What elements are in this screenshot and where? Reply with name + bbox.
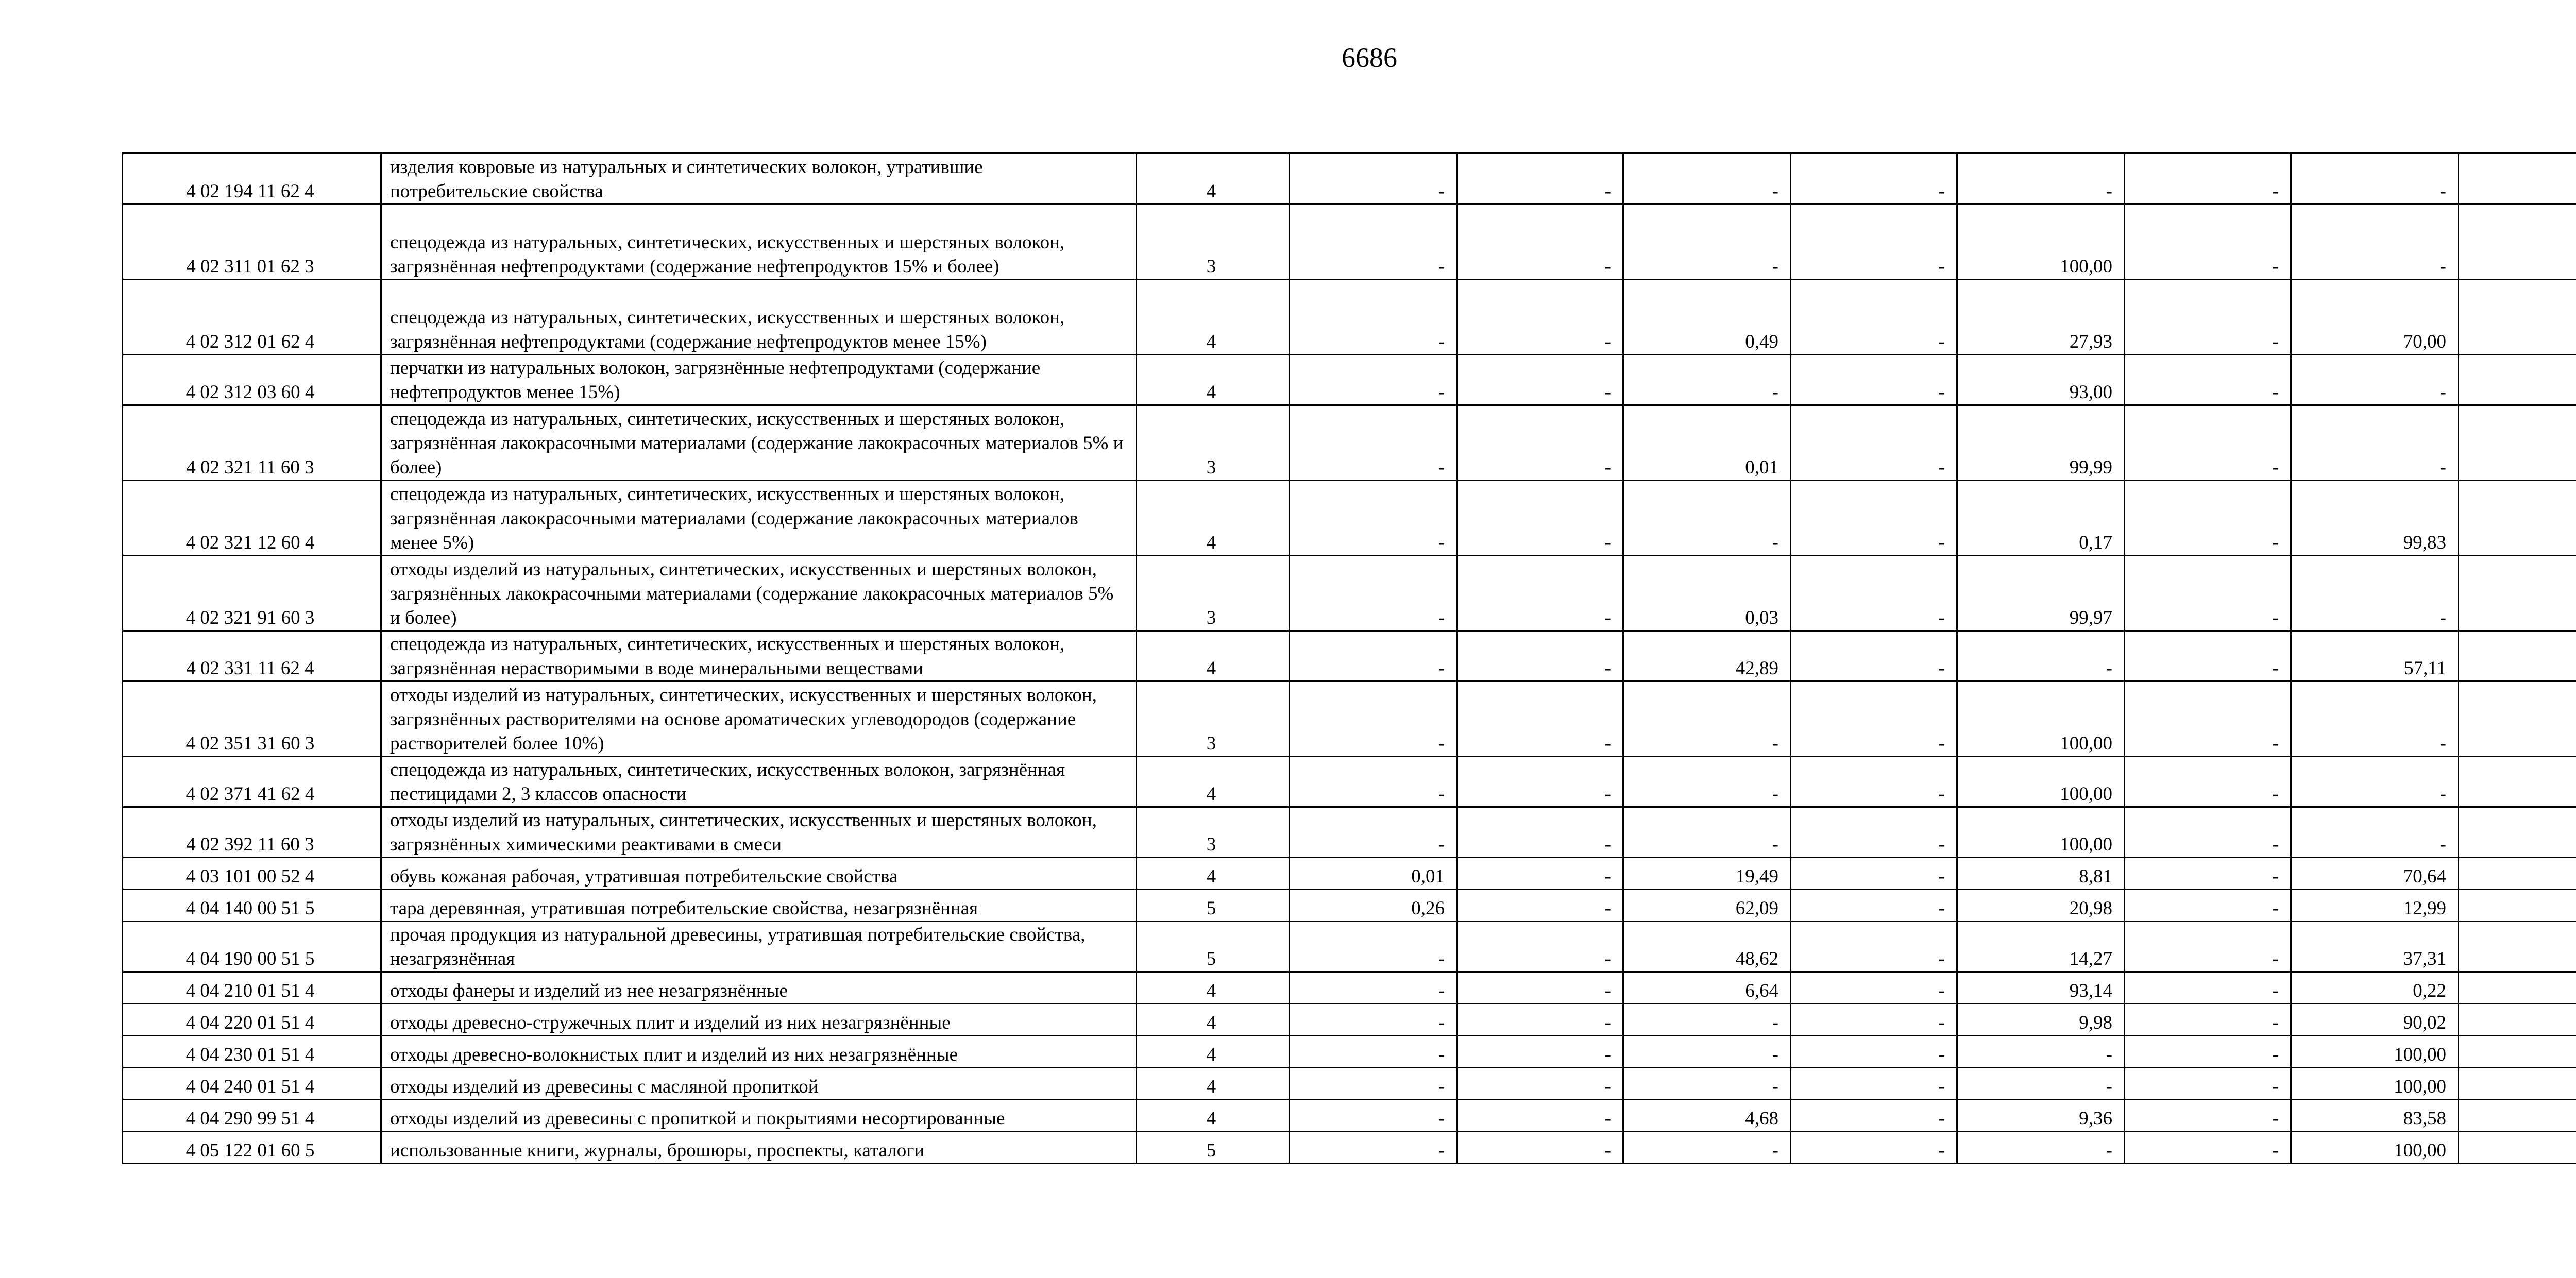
waste-name-cell: отходы древесно-волокнистых плит и изделий из них незагрязнённые	[381, 1036, 1137, 1068]
waste-name-cell: изделия ковровые из натуральных и синтетических волокон, утратившие потребительские свойства	[381, 154, 1137, 205]
value-cell: -	[1791, 1068, 1957, 1100]
waste-table	[122, 152, 2576, 1164]
value-cell: -	[2125, 481, 2291, 556]
value-cell: 6,64	[1623, 972, 1791, 1004]
value-cell	[2459, 757, 2576, 807]
value-cell: 12,99	[2291, 890, 2459, 922]
value-cell: -	[1791, 481, 1957, 556]
value-cell: -	[1290, 556, 1457, 631]
value-cell: -	[1791, 631, 1957, 681]
table-row	[123, 807, 2576, 858]
value-cell	[2459, 1132, 2576, 1164]
value-cell: -	[2291, 681, 2459, 757]
value-cell: 48,62	[1623, 922, 1791, 972]
waste-code-cell: 4 02 351 31 60 3	[123, 681, 381, 757]
hazard-class-cell: 4	[1137, 1036, 1290, 1068]
value-cell: -	[1623, 1036, 1791, 1068]
value-cell: 27,93	[1957, 280, 2125, 355]
value-cell: 19,49	[1623, 858, 1791, 890]
value-cell: -	[1457, 154, 1623, 205]
waste-name-cell: обувь кожаная рабочая, утратившая потребительские свойства	[381, 858, 1137, 890]
value-cell: -	[1290, 405, 1457, 481]
value-cell	[2459, 205, 2576, 280]
value-cell: 93,14	[1957, 972, 2125, 1004]
table-row	[123, 405, 2576, 481]
value-cell: -	[1290, 1100, 1457, 1132]
value-cell: -	[1623, 757, 1791, 807]
waste-code-cell: 4 02 321 11 60 3	[123, 405, 381, 481]
waste-code-cell: 4 05 122 01 60 5	[123, 1132, 381, 1164]
waste-name-cell: спецодежда из натуральных, синтетических, искусственных и шерстяных волокон, загрязнённая нефтепродуктами (содержание нефтепродуктов менее 15%)	[381, 280, 1137, 355]
value-cell: -	[2291, 556, 2459, 631]
table-row	[123, 1036, 2576, 1068]
table-row	[123, 922, 2576, 972]
value-cell	[2459, 890, 2576, 922]
value-cell: -	[1623, 1068, 1791, 1100]
hazard-class-cell: 4	[1137, 481, 1290, 556]
waste-code-cell: 4 04 190 00 51 5	[123, 922, 381, 972]
value-cell: -	[1457, 807, 1623, 858]
value-cell: -	[2291, 355, 2459, 405]
value-cell: -	[1457, 1132, 1623, 1164]
value-cell: -	[1623, 355, 1791, 405]
value-cell: -	[1457, 890, 1623, 922]
value-cell: -	[1791, 205, 1957, 280]
waste-code-cell: 4 02 371 41 62 4	[123, 757, 381, 807]
value-cell: 100,00	[2291, 1132, 2459, 1164]
value-cell	[2459, 556, 2576, 631]
value-cell: -	[1623, 1004, 1791, 1036]
value-cell	[2459, 280, 2576, 355]
value-cell: 70,64	[2291, 858, 2459, 890]
value-cell: -	[1457, 631, 1623, 681]
waste-name-cell: спецодежда из натуральных, синтетических, искусственных и шерстяных волокон, загрязнённая нерастворимыми в воде минеральными веществами	[381, 631, 1137, 681]
value-cell: -	[1791, 1004, 1957, 1036]
value-cell: 70,00	[2291, 280, 2459, 355]
value-cell: -	[1957, 154, 2125, 205]
value-cell: -	[1290, 922, 1457, 972]
value-cell: 0,17	[1957, 481, 2125, 556]
value-cell: -	[2125, 1004, 2291, 1036]
value-cell: 0,26	[1290, 890, 1457, 922]
value-cell: -	[2125, 858, 2291, 890]
value-cell: -	[2125, 154, 2291, 205]
value-cell	[2459, 154, 2576, 205]
value-cell: -	[2125, 972, 2291, 1004]
value-cell: 0,03	[1623, 556, 1791, 631]
table-row	[123, 858, 2576, 890]
waste-code-cell: 4 04 210 01 51 4	[123, 972, 381, 1004]
waste-code-cell: 4 02 331 11 62 4	[123, 631, 381, 681]
value-cell: -	[1791, 807, 1957, 858]
value-cell	[2459, 405, 2576, 481]
value-cell: -	[2125, 807, 2291, 858]
table-row	[123, 154, 2576, 205]
waste-code-cell: 4 04 240 01 51 4	[123, 1068, 381, 1100]
value-cell: 100,00	[2291, 1036, 2459, 1068]
hazard-class-cell: 4	[1137, 280, 1290, 355]
value-cell: -	[1457, 355, 1623, 405]
value-cell: 14,27	[1957, 922, 2125, 972]
value-cell: -	[2125, 922, 2291, 972]
hazard-class-cell: 4	[1137, 355, 1290, 405]
waste-name-cell: отходы изделий из натуральных, синтетических, искусственных и шерстяных волокон, загрязнённых химическими реактивами в смеси	[381, 807, 1137, 858]
waste-code-cell: 4 04 290 99 51 4	[123, 1100, 381, 1132]
value-cell: -	[2125, 890, 2291, 922]
table-row	[123, 1132, 2576, 1164]
hazard-class-cell: 4	[1137, 1068, 1290, 1100]
value-cell: -	[2125, 757, 2291, 807]
table-row	[123, 556, 2576, 631]
hazard-class-cell: 3	[1137, 205, 1290, 280]
waste-name-cell: отходы изделий из натуральных, синтетических, искусственных и шерстяных волокон, загрязнённых растворителями на основе ароматических углеводородов (содержание растворителей более 10%)	[381, 681, 1137, 757]
value-cell: -	[1791, 1100, 1957, 1132]
waste-name-cell: отходы изделий из древесины с пропиткой и покрытиями несортированные	[381, 1100, 1137, 1132]
value-cell	[2459, 1100, 2576, 1132]
value-cell: 100,00	[1957, 205, 2125, 280]
value-cell: 99,99	[1957, 405, 2125, 481]
hazard-class-cell: 4	[1137, 1100, 1290, 1132]
value-cell: -	[1457, 481, 1623, 556]
value-cell: -	[2125, 556, 2291, 631]
value-cell: 83,58	[2291, 1100, 2459, 1132]
value-cell	[2459, 681, 2576, 757]
table-row	[123, 681, 2576, 757]
value-cell: -	[1791, 355, 1957, 405]
value-cell: 37,31	[2291, 922, 2459, 972]
hazard-class-cell: 5	[1137, 1132, 1290, 1164]
value-cell: -	[1457, 681, 1623, 757]
waste-name-cell: использованные книги, журналы, брошюры, проспекты, каталоги	[381, 1132, 1137, 1164]
value-cell: -	[2291, 154, 2459, 205]
hazard-class-cell: 3	[1137, 681, 1290, 757]
value-cell: -	[1791, 556, 1957, 631]
table-body	[123, 154, 2576, 1164]
value-cell: 93,00	[1957, 355, 2125, 405]
value-cell: -	[1791, 922, 1957, 972]
table-row	[123, 757, 2576, 807]
value-cell: -	[1290, 481, 1457, 556]
value-cell: 20,98	[1957, 890, 2125, 922]
value-cell: -	[1457, 1068, 1623, 1100]
value-cell	[2459, 481, 2576, 556]
value-cell: -	[1290, 631, 1457, 681]
waste-code-cell: 4 04 220 01 51 4	[123, 1004, 381, 1036]
value-cell: 100,00	[1957, 681, 2125, 757]
value-cell: 9,98	[1957, 1004, 2125, 1036]
value-cell: 42,89	[1623, 631, 1791, 681]
value-cell: -	[1791, 681, 1957, 757]
value-cell: 57,11	[2291, 631, 2459, 681]
value-cell: -	[1457, 556, 1623, 631]
value-cell: 9,36	[1957, 1100, 2125, 1132]
value-cell	[2459, 807, 2576, 858]
waste-name-cell: отходы древесно-стружечных плит и изделий из них незагрязнённые	[381, 1004, 1137, 1036]
value-cell: -	[1290, 1068, 1457, 1100]
value-cell: -	[1457, 1036, 1623, 1068]
table-row	[123, 972, 2576, 1004]
value-cell	[2459, 355, 2576, 405]
value-cell: 0,01	[1290, 858, 1457, 890]
waste-name-cell: отходы фанеры и изделий из нее незагрязнённые	[381, 972, 1137, 1004]
value-cell: -	[1457, 205, 1623, 280]
value-cell: 0,22	[2291, 972, 2459, 1004]
value-cell: -	[1290, 280, 1457, 355]
waste-code-cell: 4 03 101 00 52 4	[123, 858, 381, 890]
table-row	[123, 355, 2576, 405]
value-cell: -	[2125, 1132, 2291, 1164]
hazard-class-cell: 3	[1137, 405, 1290, 481]
waste-name-cell: перчатки из натуральных волокон, загрязнённые нефтепродуктами (содержание нефтепродуктов менее 15%)	[381, 355, 1137, 405]
value-cell	[2459, 1004, 2576, 1036]
value-cell: -	[1791, 972, 1957, 1004]
table-row	[123, 1004, 2576, 1036]
value-cell: -	[1791, 757, 1957, 807]
value-cell: -	[1457, 972, 1623, 1004]
value-cell: -	[2291, 757, 2459, 807]
value-cell: -	[1290, 355, 1457, 405]
value-cell: 100,00	[1957, 757, 2125, 807]
waste-code-cell: 4 02 311 01 62 3	[123, 205, 381, 280]
value-cell	[2459, 631, 2576, 681]
value-cell: -	[1290, 1036, 1457, 1068]
value-cell: -	[1623, 205, 1791, 280]
hazard-class-cell: 4	[1137, 154, 1290, 205]
value-cell: -	[1290, 757, 1457, 807]
value-cell: -	[2125, 631, 2291, 681]
waste-name-cell: отходы изделий из древесины с масляной пропиткой	[381, 1068, 1137, 1100]
value-cell: -	[1457, 922, 1623, 972]
value-cell: -	[1957, 1068, 2125, 1100]
value-cell: -	[1623, 154, 1791, 205]
value-cell: -	[1791, 280, 1957, 355]
value-cell: 0,49	[1623, 280, 1791, 355]
value-cell: 99,83	[2291, 481, 2459, 556]
value-cell: -	[2125, 405, 2291, 481]
value-cell: -	[2125, 681, 2291, 757]
table-row	[123, 1100, 2576, 1132]
waste-code-cell: 4 04 140 00 51 5	[123, 890, 381, 922]
waste-code-cell: 4 02 312 01 62 4	[123, 280, 381, 355]
table-row	[123, 280, 2576, 355]
value-cell: -	[1623, 807, 1791, 858]
hazard-class-cell: 4	[1137, 972, 1290, 1004]
page-number: 6686	[1342, 42, 1397, 73]
value-cell: -	[1791, 405, 1957, 481]
value-cell: -	[1623, 481, 1791, 556]
table-row	[123, 631, 2576, 681]
value-cell: 99,97	[1957, 556, 2125, 631]
hazard-class-cell: 3	[1137, 807, 1290, 858]
value-cell: -	[1791, 1036, 1957, 1068]
hazard-class-cell: 4	[1137, 1004, 1290, 1036]
waste-code-cell: 4 02 392 11 60 3	[123, 807, 381, 858]
value-cell: 100,00	[1957, 807, 2125, 858]
value-cell: -	[1290, 205, 1457, 280]
value-cell: -	[2125, 1100, 2291, 1132]
value-cell: -	[1957, 1036, 2125, 1068]
value-cell: -	[1623, 681, 1791, 757]
value-cell: -	[1457, 1100, 1623, 1132]
waste-name-cell: прочая продукция из натуральной древесины, утратившая потребительские свойства, незагрязнённая	[381, 922, 1137, 972]
waste-name-cell: спецодежда из натуральных, синтетических, искусственных и шерстяных волокон, загрязнённая лакокрасочными материалами (содержание лакокрасочных материалов 5% и более)	[381, 405, 1137, 481]
value-cell: -	[1457, 757, 1623, 807]
value-cell	[2459, 1036, 2576, 1068]
value-cell: -	[1791, 154, 1957, 205]
hazard-class-cell: 4	[1137, 757, 1290, 807]
value-cell: -	[1290, 1132, 1457, 1164]
value-cell: -	[1457, 280, 1623, 355]
hazard-class-cell: 5	[1137, 890, 1290, 922]
value-cell: 0,01	[1623, 405, 1791, 481]
value-cell	[2459, 1068, 2576, 1100]
waste-code-cell: 4 04 230 01 51 4	[123, 1036, 381, 1068]
waste-name-cell: спецодежда из натуральных, синтетических, искусственных волокон, загрязнённая пестицидами 2, 3 классов опасности	[381, 757, 1137, 807]
value-cell: -	[1290, 154, 1457, 205]
value-cell: -	[2125, 205, 2291, 280]
value-cell: -	[1957, 631, 2125, 681]
value-cell	[2459, 858, 2576, 890]
value-cell: -	[1791, 1132, 1957, 1164]
value-cell: -	[1290, 681, 1457, 757]
hazard-class-cell: 3	[1137, 556, 1290, 631]
value-cell: -	[1791, 858, 1957, 890]
value-cell	[2459, 972, 2576, 1004]
value-cell: -	[2291, 205, 2459, 280]
hazard-class-cell: 4	[1137, 631, 1290, 681]
value-cell: 4,68	[1623, 1100, 1791, 1132]
value-cell: -	[1290, 1004, 1457, 1036]
waste-name-cell: отходы изделий из натуральных, синтетических, искусственных и шерстяных волокон, загрязнённых лакокрасочными материалами (содержание лакокрасочных материалов 5% и более)	[381, 556, 1137, 631]
value-cell: 90,02	[2291, 1004, 2459, 1036]
value-cell: -	[1791, 890, 1957, 922]
value-cell: -	[2125, 355, 2291, 405]
value-cell: -	[1457, 858, 1623, 890]
waste-name-cell: спецодежда из натуральных, синтетических, искусственных и шерстяных волокон, загрязнённая лакокрасочными материалами (содержание лакокрасочных материалов менее 5%)	[381, 481, 1137, 556]
value-cell: 8,81	[1957, 858, 2125, 890]
table-row	[123, 481, 2576, 556]
waste-code-cell: 4 02 321 12 60 4	[123, 481, 381, 556]
value-cell: -	[2125, 1036, 2291, 1068]
value-cell: -	[1290, 807, 1457, 858]
waste-name-cell: спецодежда из натуральных, синтетических, искусственных и шерстяных волокон, загрязнённая нефтепродуктами (содержание нефтепродуктов 15% и более)	[381, 205, 1137, 280]
value-cell	[2459, 922, 2576, 972]
value-cell: -	[2125, 280, 2291, 355]
value-cell: 62,09	[1623, 890, 1791, 922]
table-row	[123, 890, 2576, 922]
value-cell: -	[1290, 972, 1457, 1004]
waste-name-cell: тара деревянная, утратившая потребительские свойства, незагрязнённая	[381, 890, 1137, 922]
value-cell: -	[2291, 807, 2459, 858]
hazard-class-cell: 5	[1137, 922, 1290, 972]
value-cell: 100,00	[2291, 1068, 2459, 1100]
value-cell: -	[1957, 1132, 2125, 1164]
waste-code-cell: 4 02 321 91 60 3	[123, 556, 381, 631]
value-cell: -	[2125, 1068, 2291, 1100]
value-cell: -	[1457, 405, 1623, 481]
waste-code-cell: 4 02 194 11 62 4	[123, 154, 381, 205]
value-cell: -	[1457, 1004, 1623, 1036]
value-cell: -	[2291, 405, 2459, 481]
hazard-class-cell: 4	[1137, 858, 1290, 890]
table-row	[123, 205, 2576, 280]
value-cell: -	[1623, 1132, 1791, 1164]
table-row	[123, 1068, 2576, 1100]
waste-code-cell: 4 02 312 03 60 4	[123, 355, 381, 405]
